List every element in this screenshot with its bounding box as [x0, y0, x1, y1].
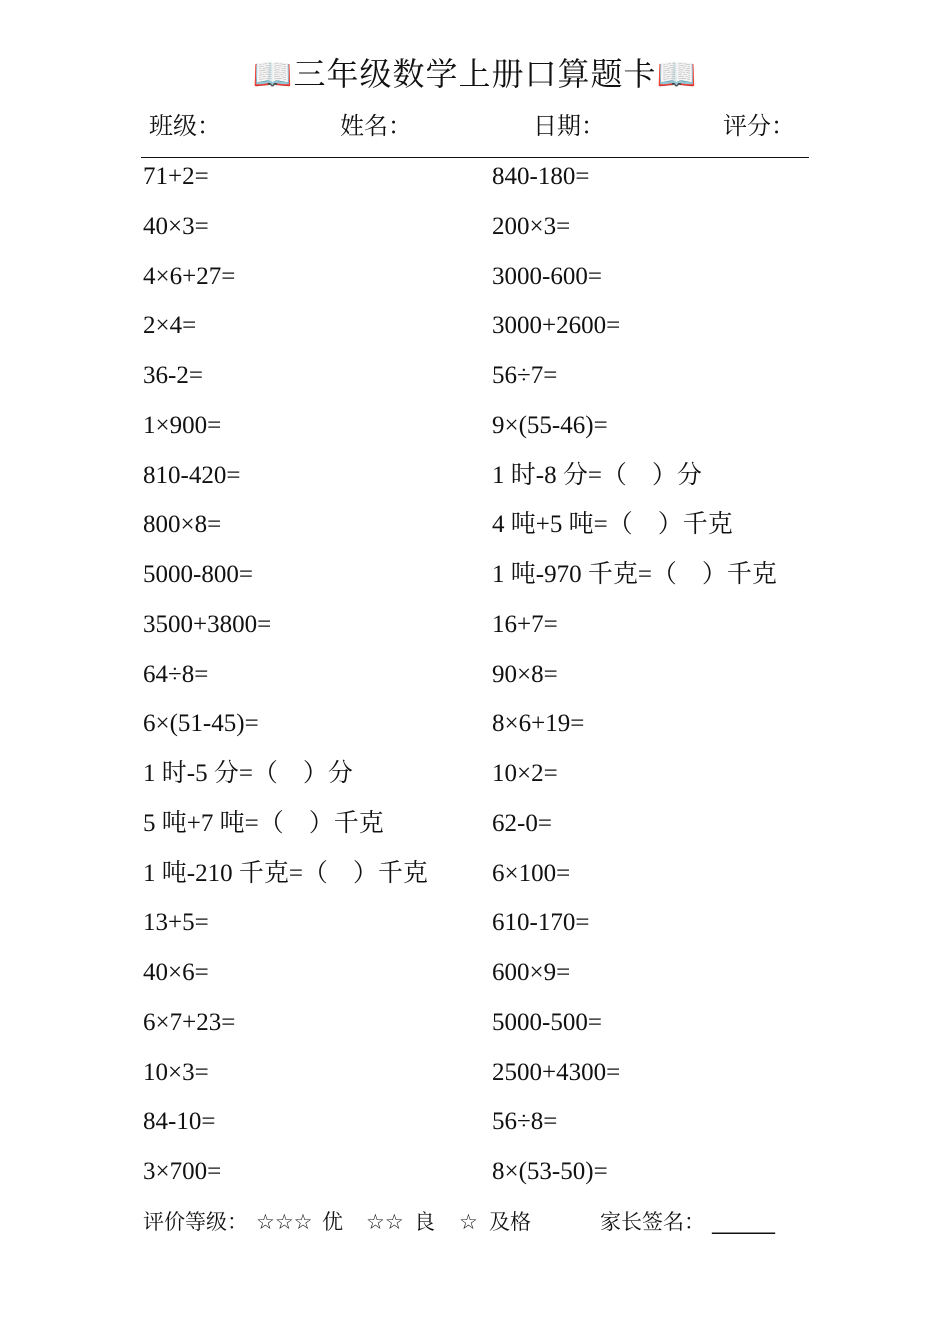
rating-label: 评价等级： [143, 1210, 248, 1234]
one-star-icon: ☆ [459, 1210, 478, 1234]
problem-item: 3000+2600= [492, 312, 621, 340]
problem-column-left [143, 160, 493, 1205]
problem-item: 610-170= [492, 909, 590, 937]
page-title: 📖三年级数学上册口算题卡📖 [252, 55, 698, 93]
problem-item: 8×(53-50)= [492, 1158, 608, 1185]
problem-item: 3500+3800= [143, 610, 272, 638]
problem-column-right [492, 160, 822, 1205]
problem-item: 1 时-5 分=（ ）分 [143, 760, 353, 787]
problem-item: 71+2= [143, 163, 209, 190]
problem-item: 40×6= [143, 959, 209, 986]
problem-item: 64÷8= [143, 660, 209, 688]
problem-item: 56÷8= [492, 1108, 558, 1136]
problem-item: 6×(51-45)= [143, 710, 259, 738]
problem-item: 1 吨-210 千克=（ ）千克 [143, 859, 428, 887]
problem-item: 3×700= [143, 1158, 222, 1185]
two-stars-icon: ☆☆ [366, 1210, 404, 1234]
signature-blank[interactable]: ______ [712, 1210, 775, 1234]
problem-item: 3000-600= [492, 262, 602, 290]
evaluation-footer [0, 1204, 950, 1240]
problem-item: 5000-500= [492, 1008, 602, 1036]
problem-item: 4×6+27= [143, 262, 236, 290]
problem-item: 800×8= [143, 511, 222, 539]
date-label: 日期： [533, 112, 605, 140]
rating-excellent: 优 [322, 1210, 343, 1234]
problem-item: 10×2= [492, 760, 558, 787]
problem-item: 40×3= [143, 212, 209, 240]
problem-item: 4 吨+5 吨=（ ）千克 [492, 511, 733, 539]
info-header [0, 108, 950, 144]
problem-item: 2500+4300= [492, 1058, 621, 1086]
three-stars-icon: ☆☆☆ [256, 1210, 313, 1234]
problem-item: 13+5= [143, 909, 209, 937]
problem-item: 36-2= [143, 362, 203, 389]
name-label: 姓名： [340, 112, 412, 140]
problem-item: 200×3= [492, 212, 571, 240]
problem-item: 56÷7= [492, 362, 558, 389]
problem-item: 1×900= [143, 411, 222, 439]
problem-item: 840-180= [492, 163, 590, 190]
problem-item: 16+7= [492, 610, 558, 638]
problem-item: 62-0= [492, 809, 552, 837]
problem-item: 5 吨+7 吨=（ ）千克 [143, 809, 384, 837]
problem-item: 6×100= [492, 859, 571, 887]
problem-item: 5000-800= [143, 561, 253, 588]
problem-item: 1 吨-970 千克=（ ）千克 [492, 561, 777, 588]
problem-item: 1 时-8 分=（ ）分 [492, 461, 702, 489]
problem-item: 6×7+23= [143, 1008, 236, 1036]
rating-good: 良 [414, 1210, 435, 1234]
parent-signature-label: 家长签名： [600, 1210, 705, 1234]
rating-pass: 及格 [489, 1210, 531, 1234]
problem-item: 84-10= [143, 1108, 216, 1136]
problem-item: 8×6+19= [492, 710, 585, 738]
problem-item: 600×9= [492, 959, 571, 986]
class-label: 班级： [149, 112, 221, 140]
problem-item: 9×(55-46)= [492, 411, 608, 439]
problem-item: 10×3= [143, 1058, 209, 1086]
score-label: 评分： [723, 112, 795, 140]
header-divider [141, 157, 809, 158]
problem-item: 2×4= [143, 312, 197, 340]
problem-item: 90×8= [492, 660, 558, 688]
problem-item: 810-420= [143, 461, 241, 489]
